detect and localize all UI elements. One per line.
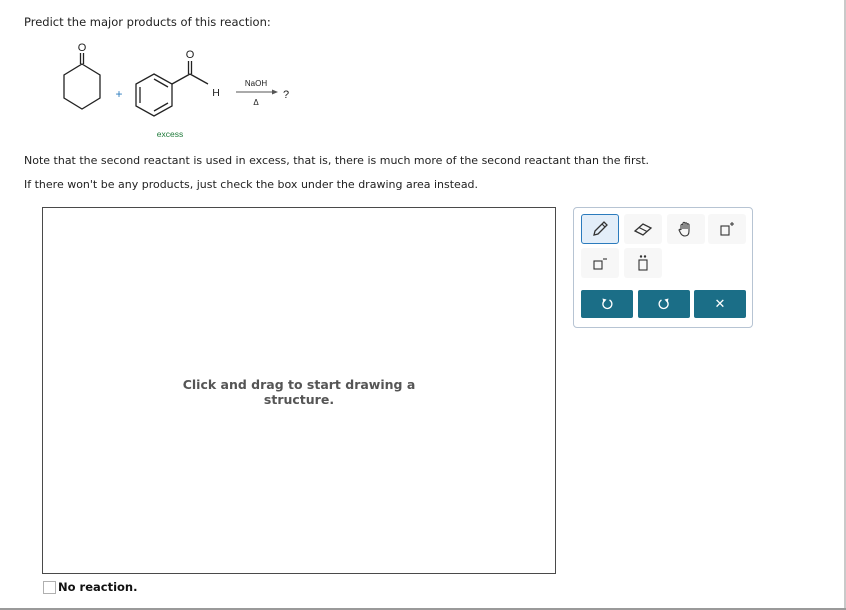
- hand-tool-button[interactable]: [667, 214, 705, 244]
- product-placeholder: ?: [282, 89, 290, 101]
- undo-icon: [600, 297, 614, 311]
- charge-minus-icon: [590, 253, 610, 273]
- clear-button[interactable]: [694, 290, 746, 318]
- cyclohexanone-oxygen-label: O: [77, 42, 87, 54]
- no-reaction-label: No reaction.: [58, 580, 138, 594]
- excess-label: excess: [156, 129, 184, 139]
- no-reaction-option[interactable]: [43, 580, 137, 594]
- eraser-tool-button[interactable]: [624, 214, 662, 244]
- canvas-hint-line2: structure.: [263, 392, 335, 407]
- undo-button[interactable]: [581, 290, 633, 318]
- pencil-icon: [590, 219, 610, 239]
- lone-pair-icon: [633, 253, 653, 273]
- clear-icon: ✕: [714, 296, 726, 312]
- no-reaction-checkbox[interactable]: [43, 581, 56, 594]
- negative-charge-tool-button[interactable]: [581, 248, 619, 278]
- pencil-tool-button[interactable]: [581, 214, 619, 244]
- drawing-canvas[interactable]: [42, 207, 556, 574]
- question-prompt: Predict the major products of this reaction:: [24, 15, 271, 29]
- benzaldehyde-oxygen-label: O: [185, 49, 195, 61]
- reaction-scheme: [40, 36, 310, 146]
- plus-sign: +: [115, 87, 123, 101]
- charge-plus-icon: [717, 219, 737, 239]
- eraser-icon: [632, 219, 654, 239]
- reaction-arrow-head: [272, 90, 278, 95]
- drawing-toolbar: [573, 207, 753, 328]
- canvas-hint: [43, 377, 555, 407]
- benzaldehyde-structure: [136, 61, 208, 116]
- aldehyde-hydrogen-label: H: [212, 87, 220, 99]
- positive-charge-tool-button[interactable]: [708, 214, 746, 244]
- excess-note: Note that the second reactant is used in excess, that is, there is much more of the second reactant than the first.: [24, 154, 650, 167]
- condition-label: Δ: [253, 98, 259, 107]
- canvas-hint-line1: Click and drag to start drawing a: [182, 377, 416, 392]
- hand-icon: [676, 219, 696, 239]
- reagent-label: NaOH: [244, 79, 268, 88]
- lone-pair-tool-button[interactable]: [624, 248, 662, 278]
- no-product-note: If there won't be any products, just check the box under the drawing area instead.: [24, 178, 479, 191]
- cyclohexanone-structure: [64, 53, 100, 109]
- redo-button[interactable]: [638, 290, 690, 318]
- redo-icon: [657, 297, 671, 311]
